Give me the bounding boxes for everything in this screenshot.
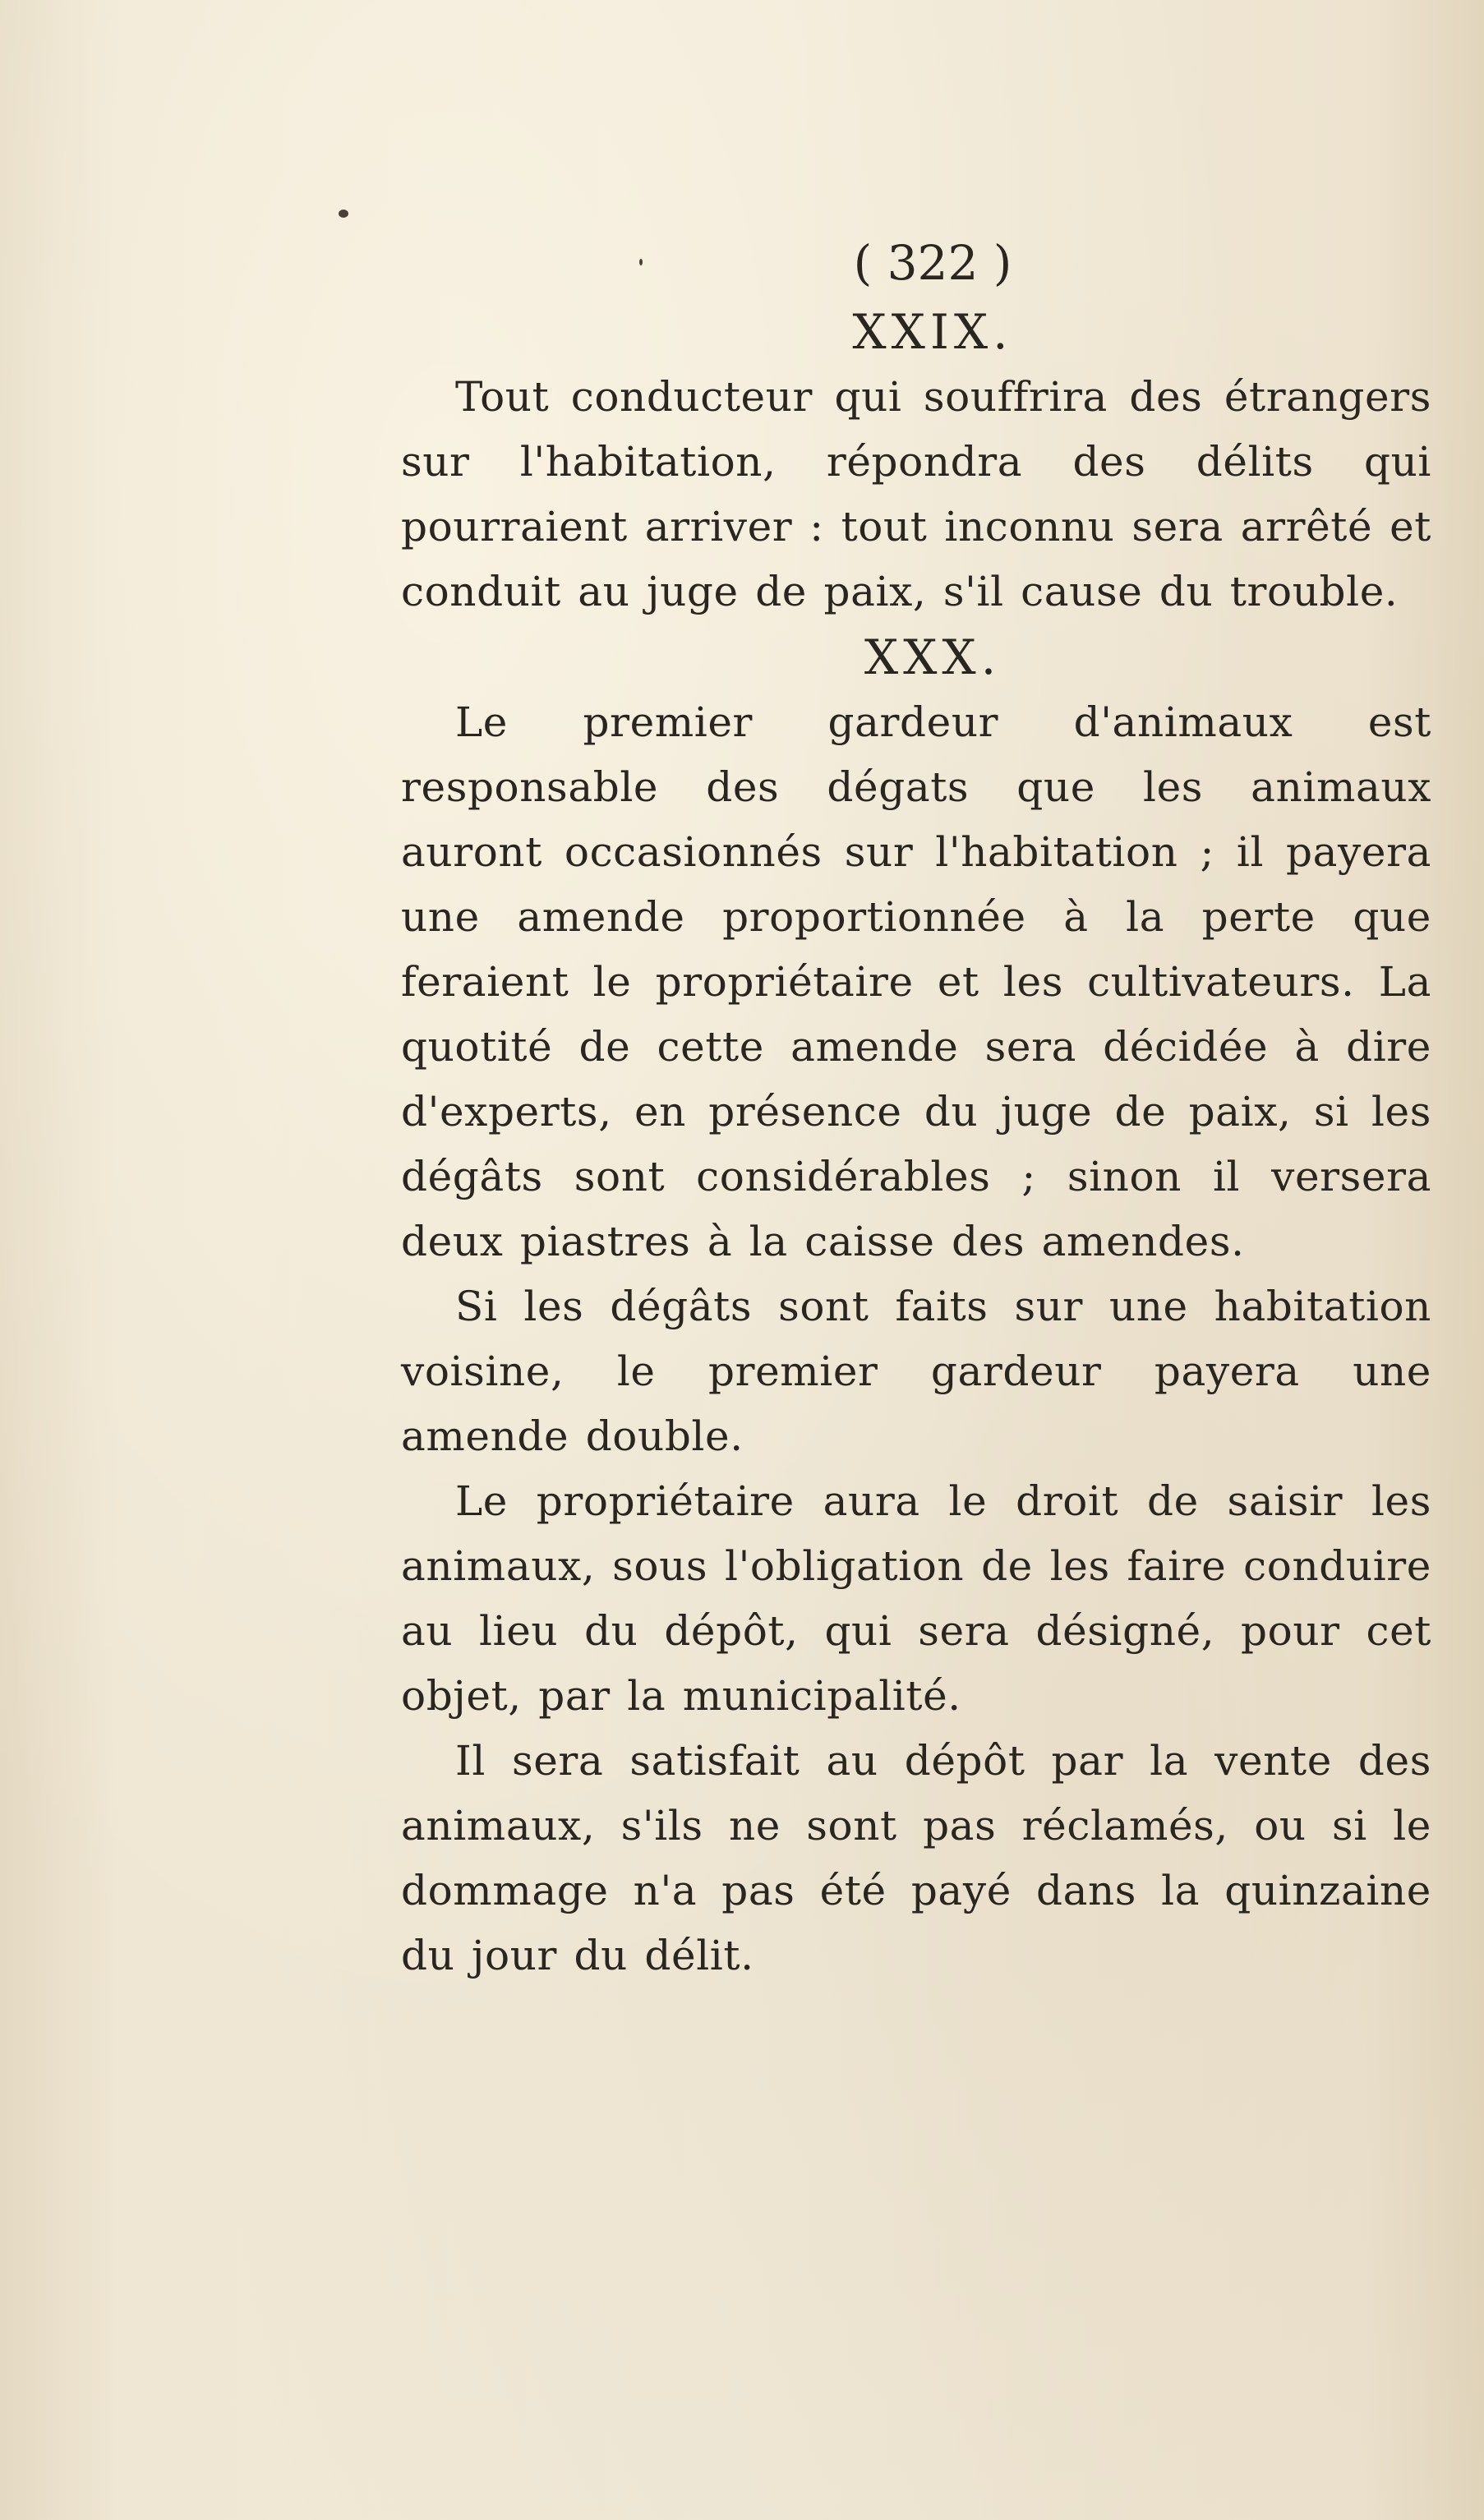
article-xxx-paragraph-3: Le propriétaire aura le droit de saisir les animaux, sous l'obligation de les faire conduire au lieu du dépôt, qui sera désigné, pour cet objet, par la municipalité. [401, 1477, 1431, 1720]
article-xxx-paragraph-1: Le premier gardeur d'animaux est responsable des dégats que les animaux auront occasionnés sur l'habitation ; il payera une amende proportionnée à la perte que feraient le propriétaire et les cultivateurs. La quotité de cette amende sera décidée à dire d'experts, en présence du juge de paix, si les dégâts sont considérables ; sinon il versera deux piastres à la caisse des amendes. [401, 698, 1431, 1265]
article-heading-xxix: XXIX. [852, 304, 1013, 360]
article-xxx-paragraph-4: Il sera satisfait au dépôt par la vente des animaux, s'ils ne sont pas réclamés, ou si le dommage n'a pas été payé dans la quinzaine du jour du délit. [401, 1737, 1431, 1979]
text-block [401, 222, 1431, 1988]
article-xxx-paragraph-2: Si les dégâts sont faits sur une habitation voisine, le premier gardeur payera une amende double. [401, 1283, 1431, 1460]
article-heading-xxx: XXX. [864, 629, 1002, 685]
article-xxix-paragraph: Tout conducteur qui souffrira des étrangers sur l'habitation, répondra des délits qui pourraient arriver : tout inconnu sera arrêté et conduit au juge de paix, s'il cause du trouble. [401, 373, 1431, 615]
ink-speck [339, 210, 348, 218]
page-number: ( 322 ) [853, 235, 1012, 291]
